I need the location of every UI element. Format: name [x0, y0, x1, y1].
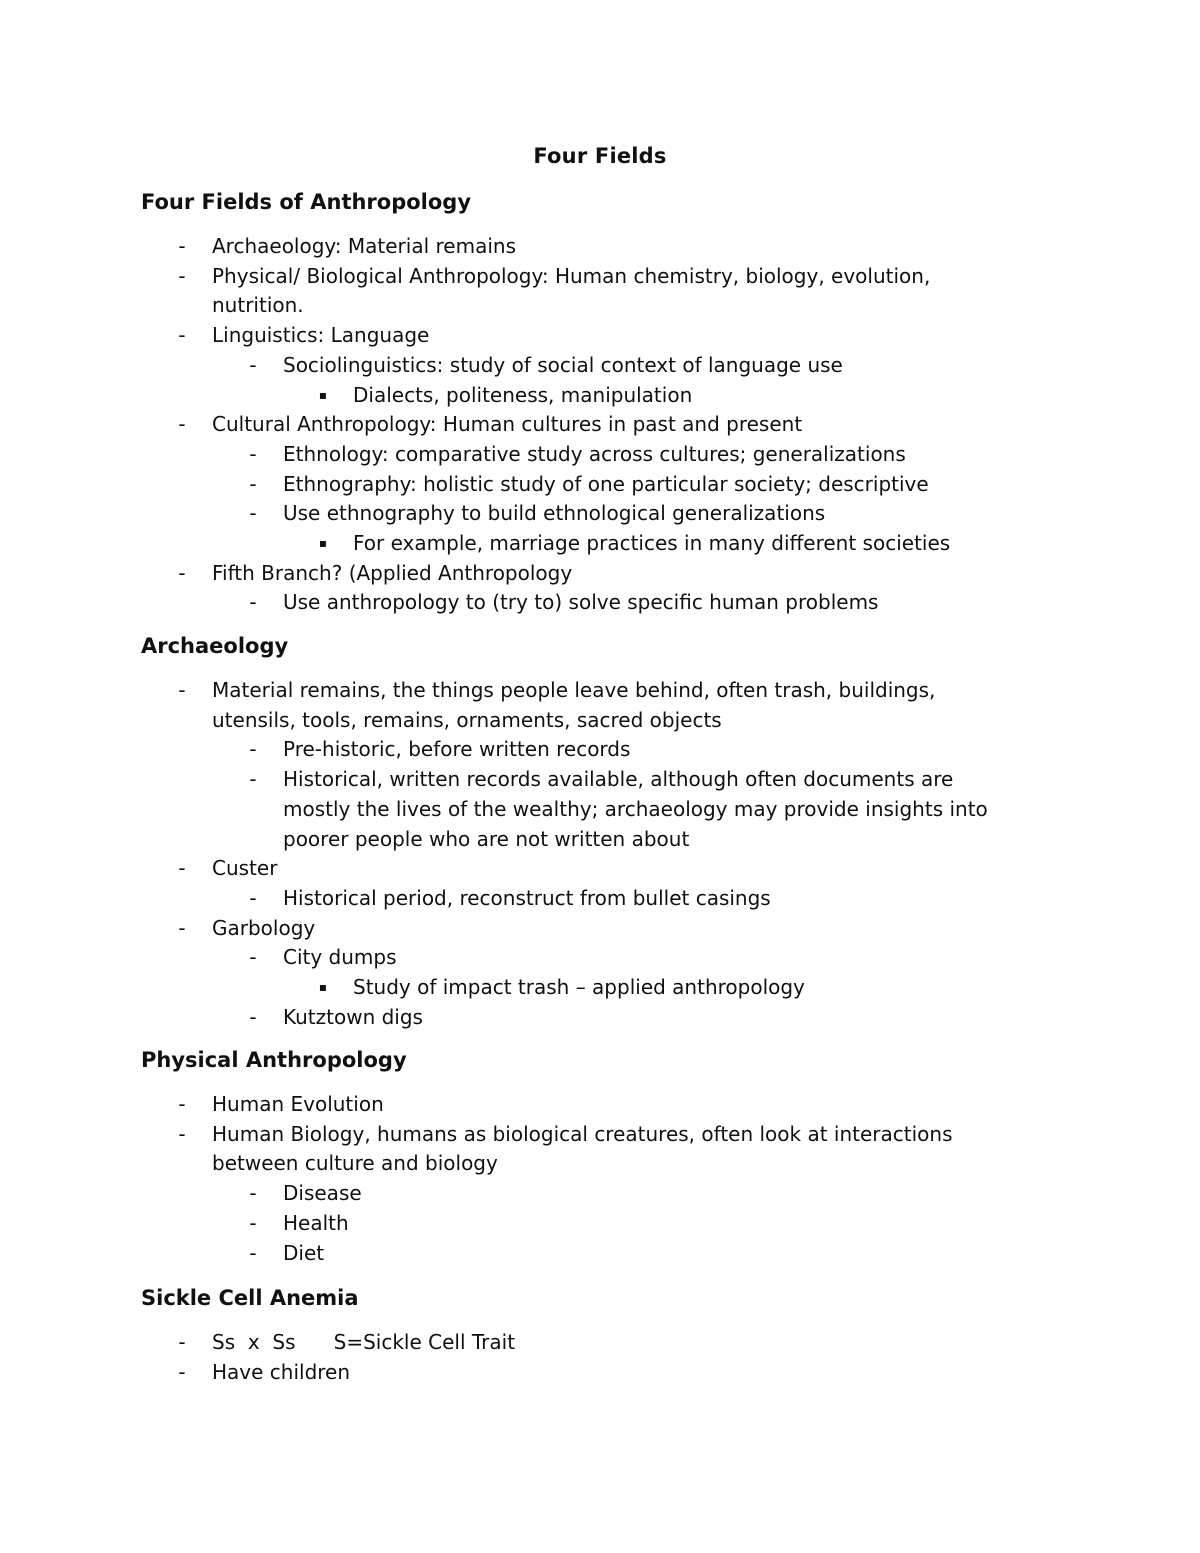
list-item-text-continued: nutrition. — [212, 293, 304, 318]
list-item — [0, 1003, 1200, 1033]
list-item-text: Ethnography: holistic study of one particular society; descriptive — [283, 471, 929, 496]
list-item-text: Garbology — [212, 915, 316, 940]
list-item — [0, 470, 1200, 500]
list-item — [0, 440, 1200, 470]
section-heading: Sickle Cell Anemia — [141, 1286, 359, 1310]
list-item — [0, 559, 1200, 589]
list-item — [0, 1120, 1200, 1179]
list-item-text: Human Biology, humans as biological creatures, often look at interactions — [212, 1121, 953, 1146]
dash-bullet-marker: - — [249, 441, 257, 466]
dash-bullet-marker: - — [249, 945, 257, 970]
list-item — [0, 676, 1200, 735]
square-bullet-icon: ▪ — [318, 387, 328, 402]
list-item-text: Physical/ Biological Anthropology: Human chemistry, biology, evolution, — [212, 263, 931, 288]
list-item-text: Cultural Anthropology: Human cultures in past and present — [212, 412, 803, 437]
list-item-text-continued: between culture and biology — [212, 1151, 498, 1176]
dash-bullet-marker: - — [249, 1240, 257, 1265]
bullet-list — [0, 676, 1200, 1032]
list-item-text-continued: poorer people who are not written about — [283, 826, 690, 851]
dash-bullet-marker: - — [249, 590, 257, 615]
list-item-text: Pre-historic, before written records — [283, 737, 631, 762]
list-item-text: Human Evolution — [212, 1092, 384, 1116]
list-item-text: Ethnology: comparative study across cultures; generalizations — [283, 441, 906, 466]
list-item-text: Disease — [283, 1181, 362, 1206]
list-item — [0, 529, 1200, 559]
list-item-text: Material remains, the things people leave behind, often trash, buildings, — [212, 678, 936, 702]
list-item-text: Historical, written records available, although often documents are — [283, 767, 954, 792]
list-item — [0, 321, 1200, 351]
list-item — [0, 1090, 1200, 1120]
list-item — [0, 943, 1200, 973]
list-item — [0, 1239, 1200, 1269]
section-heading: Archaeology — [141, 634, 289, 658]
list-item — [0, 854, 1200, 884]
list-item — [0, 884, 1200, 914]
list-item-text: Custer — [212, 856, 278, 881]
list-item — [0, 914, 1200, 944]
list-item — [0, 735, 1200, 765]
list-item-text: Historical period, reconstruct from bullet casings — [283, 885, 771, 910]
list-item-text-continued: utensils, tools, remains, ornaments, sacred objects — [212, 707, 722, 732]
dash-bullet-marker: - — [249, 501, 257, 526]
dash-bullet-marker: - — [249, 1181, 257, 1206]
list-item — [0, 973, 1200, 1003]
list-item — [0, 232, 1200, 262]
list-item-text: Dialects, politeness, manipulation — [353, 382, 693, 407]
dash-bullet-marker: - — [249, 352, 257, 377]
dash-bullet-marker: - — [178, 323, 186, 348]
dash-bullet-marker: - — [178, 678, 186, 702]
dash-bullet-marker: - — [178, 856, 186, 881]
list-item-text: Kutztown digs — [283, 1004, 423, 1029]
square-bullet-icon: ▪ — [318, 536, 328, 551]
bullet-list — [0, 1090, 1200, 1268]
list-item — [0, 410, 1200, 440]
dash-bullet-marker: - — [178, 1121, 186, 1146]
list-item — [0, 588, 1200, 618]
dash-bullet-marker: - — [178, 263, 186, 288]
list-item — [0, 765, 1200, 854]
dash-bullet-marker: - — [249, 1210, 257, 1235]
list-item — [0, 1358, 1200, 1388]
list-item — [0, 262, 1200, 321]
list-item — [0, 1328, 1200, 1358]
list-item — [0, 351, 1200, 381]
list-item-text: Use anthropology to (try to) solve specific human problems — [283, 590, 879, 615]
square-bullet-icon: ▪ — [318, 980, 328, 995]
bullet-list — [0, 232, 1200, 618]
list-item — [0, 1179, 1200, 1209]
dash-bullet-marker: - — [178, 412, 186, 437]
bullet-list — [0, 1328, 1200, 1387]
section-heading: Four Fields of Anthropology — [141, 190, 472, 214]
list-item — [0, 1209, 1200, 1239]
dash-bullet-marker: - — [178, 560, 186, 585]
dash-bullet-marker: - — [249, 1004, 257, 1029]
dash-bullet-marker: - — [249, 737, 257, 762]
list-item-text-continued: mostly the lives of the wealthy; archaeology may provide insights into — [283, 796, 988, 821]
list-item-text: Ss x Ss S=Sickle Cell Trait — [212, 1330, 516, 1354]
section-heading: Physical Anthropology — [141, 1048, 407, 1072]
list-item-text: City dumps — [283, 945, 397, 970]
list-item-text: Sociolinguistics: study of social context of language use — [283, 352, 843, 377]
list-item-text: For example, marriage practices in many different societies — [353, 531, 951, 556]
dash-bullet-marker: - — [249, 767, 257, 792]
list-item-text: Have children — [212, 1359, 351, 1384]
list-item — [0, 381, 1200, 411]
document-title: Four Fields — [533, 144, 667, 168]
dash-bullet-marker: - — [249, 885, 257, 910]
dash-bullet-marker: - — [178, 1092, 186, 1116]
list-item-text: Study of impact trash – applied anthropology — [353, 975, 805, 1000]
dash-bullet-marker: - — [178, 915, 186, 940]
list-item — [0, 499, 1200, 529]
list-item-text: Diet — [283, 1240, 325, 1265]
dash-bullet-marker: - — [249, 471, 257, 496]
list-item-text: Health — [283, 1210, 349, 1235]
dash-bullet-marker: - — [178, 1359, 186, 1384]
list-item-text: Archaeology: Material remains — [212, 234, 516, 258]
list-item-text: Fifth Branch? (Applied Anthropology — [212, 560, 573, 585]
dash-bullet-marker: - — [178, 234, 186, 258]
dash-bullet-marker: - — [178, 1330, 186, 1354]
list-item-text: Linguistics: Language — [212, 323, 430, 348]
list-item-text: Use ethnography to build ethnological generalizations — [283, 501, 826, 526]
